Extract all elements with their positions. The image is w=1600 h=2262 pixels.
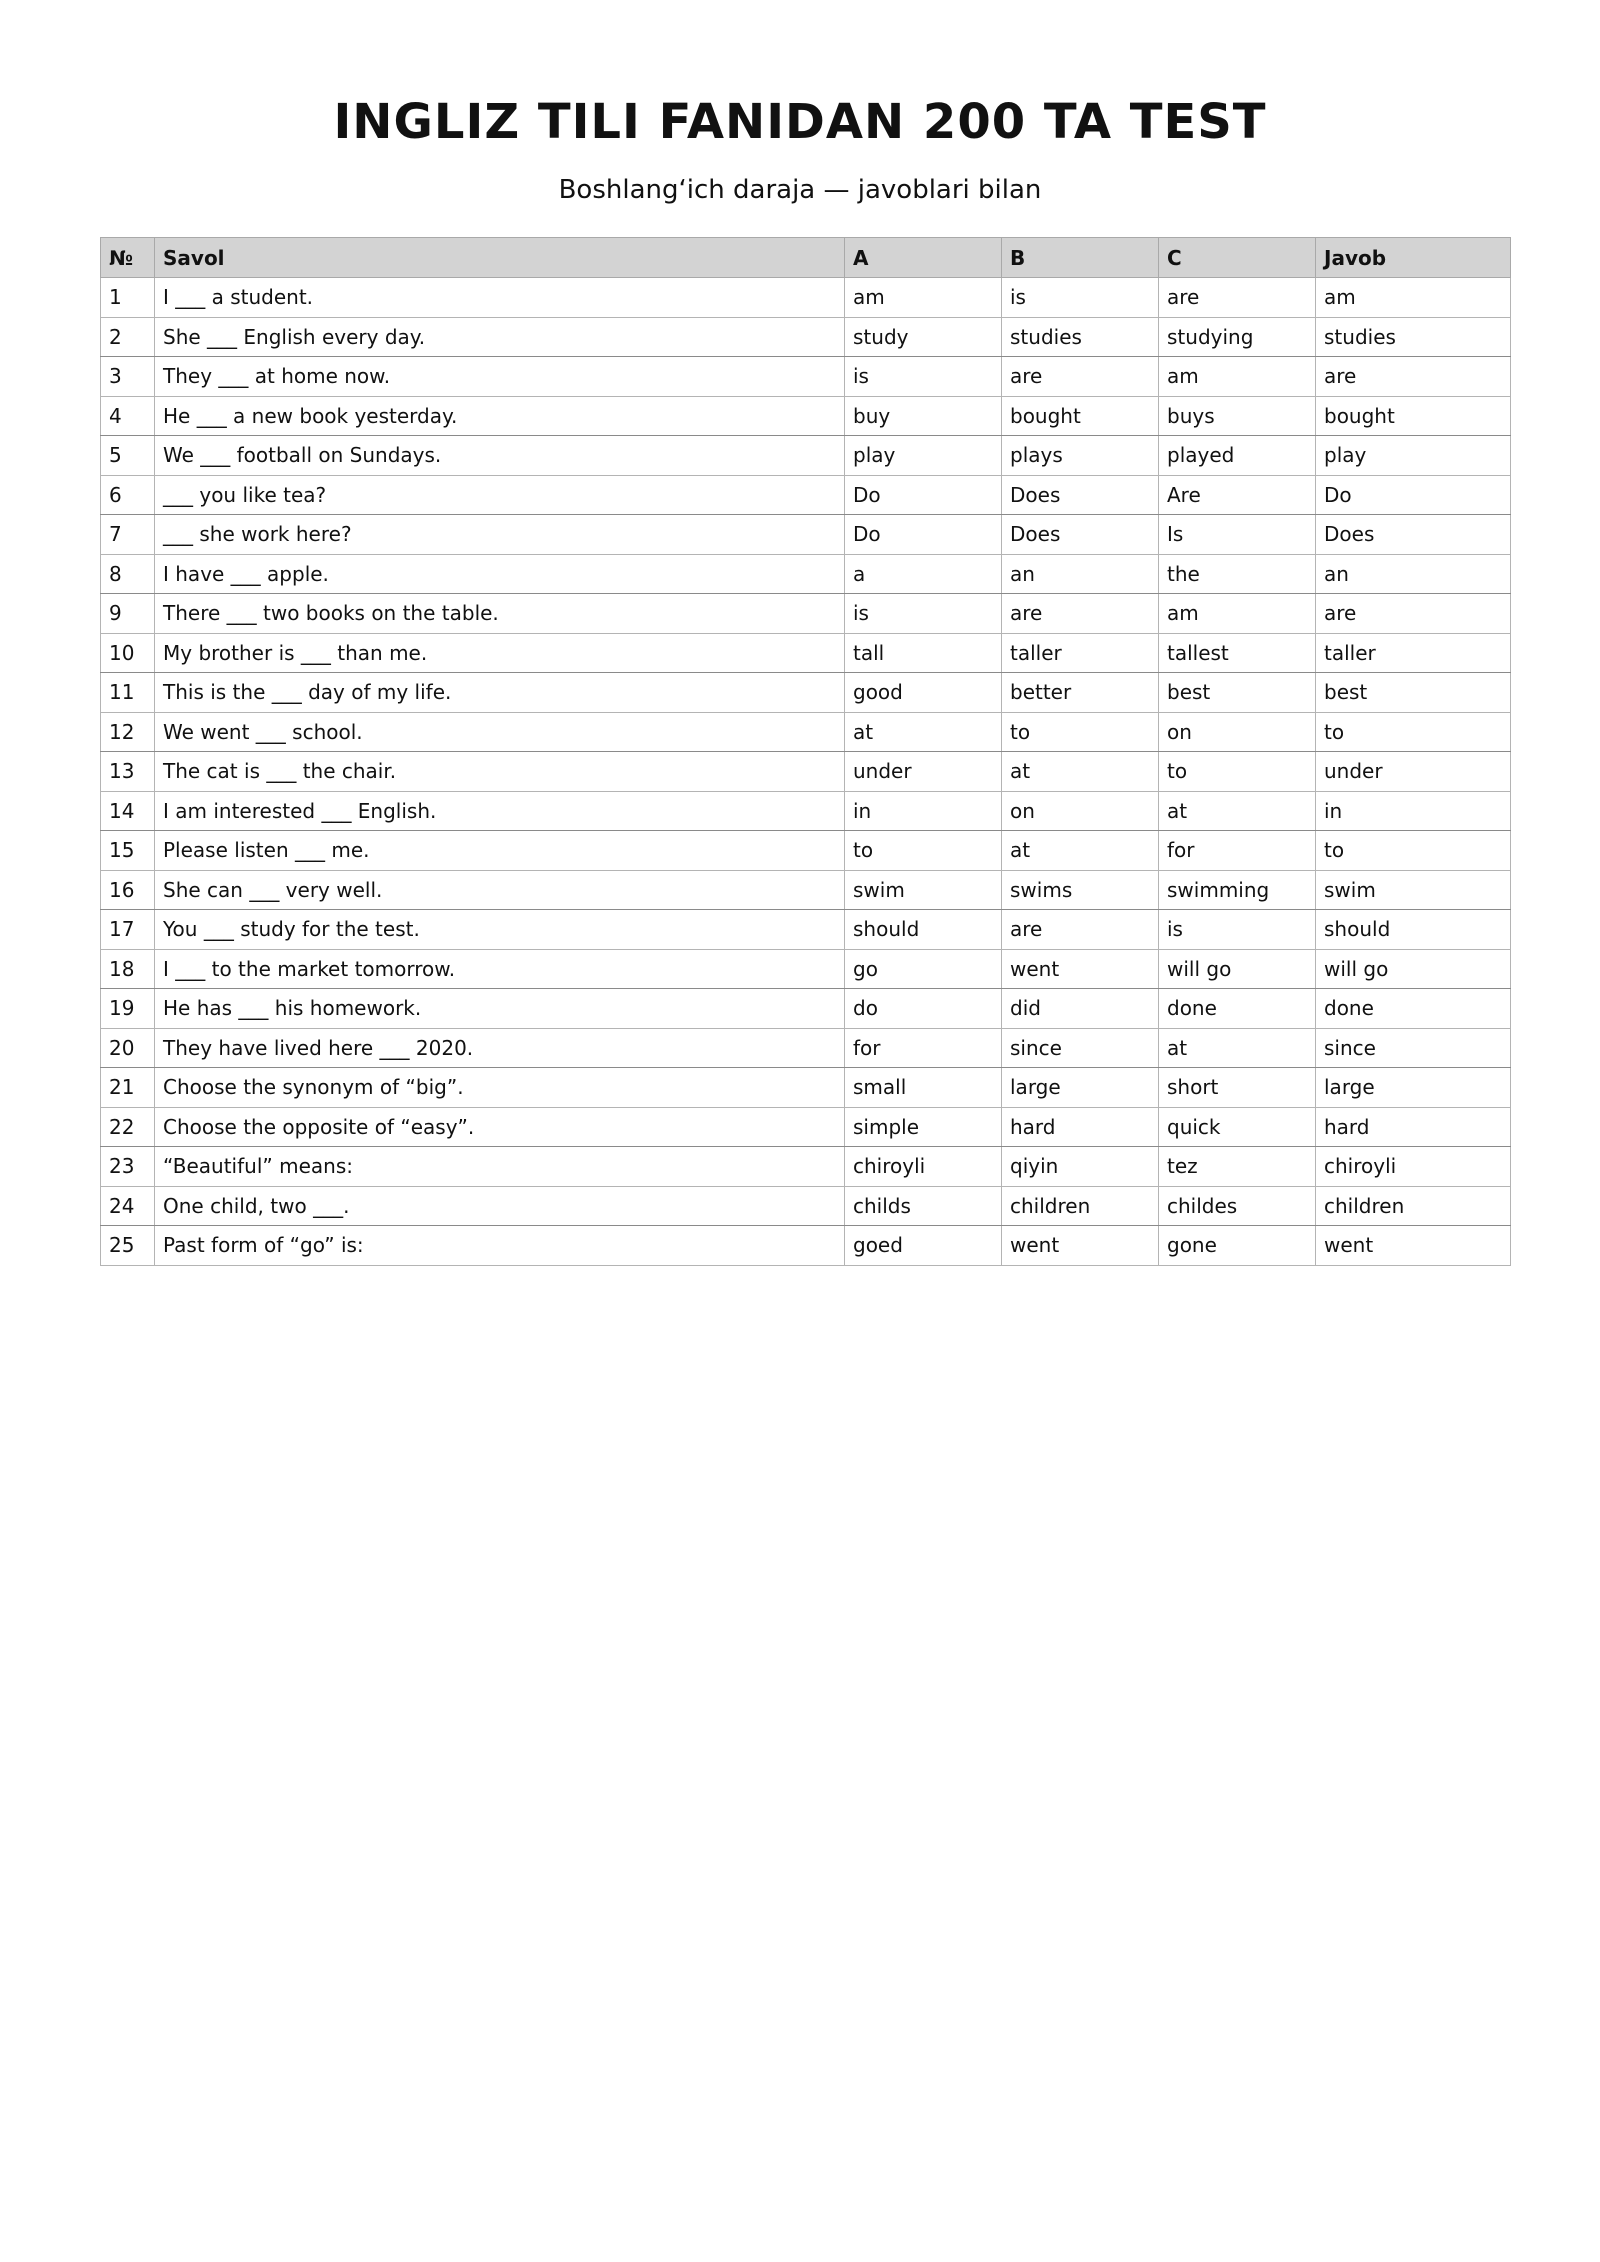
question-text: She ___ English every day. [155, 317, 845, 357]
question-number: 6 [101, 475, 155, 515]
answer: in [1316, 791, 1511, 831]
table-row [101, 475, 1511, 515]
question-text: “Beautiful” means: [155, 1147, 845, 1187]
question-text: One child, two ___. [155, 1186, 845, 1226]
quiz-table-body [101, 278, 1511, 1266]
table-row [101, 712, 1511, 752]
option-b: is [1002, 278, 1159, 318]
table-row [101, 594, 1511, 634]
answer: studies [1316, 317, 1511, 357]
option-c: Is [1159, 515, 1316, 555]
answer: to [1316, 712, 1511, 752]
question-text: They have lived here ___ 2020. [155, 1028, 845, 1068]
question-text: Past form of “go” is: [155, 1226, 845, 1266]
question-number: 8 [101, 554, 155, 594]
table-row [101, 1186, 1511, 1226]
option-c: gone [1159, 1226, 1316, 1266]
table-row [101, 317, 1511, 357]
option-b: bought [1002, 396, 1159, 436]
question-text: The cat is ___ the chair. [155, 752, 845, 792]
option-a: go [845, 949, 1002, 989]
question-number: 3 [101, 357, 155, 397]
question-text: You ___ study for the test. [155, 910, 845, 950]
option-a: study [845, 317, 1002, 357]
option-c: short [1159, 1068, 1316, 1108]
option-a: swim [845, 870, 1002, 910]
answer: Do [1316, 475, 1511, 515]
table-row [101, 949, 1511, 989]
option-c: done [1159, 989, 1316, 1029]
question-number: 22 [101, 1107, 155, 1147]
answer: am [1316, 278, 1511, 318]
question-text: I ___ a student. [155, 278, 845, 318]
header-option-c: C [1159, 238, 1316, 278]
option-b: are [1002, 910, 1159, 950]
question-text: This is the ___ day of my life. [155, 673, 845, 713]
option-c: best [1159, 673, 1316, 713]
option-a: is [845, 357, 1002, 397]
option-a: small [845, 1068, 1002, 1108]
answer: large [1316, 1068, 1511, 1108]
question-text: My brother is ___ than me. [155, 633, 845, 673]
answer: will go [1316, 949, 1511, 989]
option-c: studying [1159, 317, 1316, 357]
question-number: 4 [101, 396, 155, 436]
option-b: an [1002, 554, 1159, 594]
question-text: There ___ two books on the table. [155, 594, 845, 634]
option-b: better [1002, 673, 1159, 713]
table-row [101, 989, 1511, 1029]
table-row [101, 1107, 1511, 1147]
option-b: to [1002, 712, 1159, 752]
header-number: № [101, 238, 155, 278]
question-text: I ___ to the market tomorrow. [155, 949, 845, 989]
question-number: 2 [101, 317, 155, 357]
header-answer: Javob [1316, 238, 1511, 278]
table-row [101, 515, 1511, 555]
option-b: did [1002, 989, 1159, 1029]
option-b: studies [1002, 317, 1159, 357]
option-b: qiyin [1002, 1147, 1159, 1187]
question-text: He has ___ his homework. [155, 989, 845, 1029]
option-c: am [1159, 357, 1316, 397]
question-number: 5 [101, 436, 155, 476]
question-number: 15 [101, 831, 155, 871]
table-row [101, 554, 1511, 594]
option-c: will go [1159, 949, 1316, 989]
question-number: 13 [101, 752, 155, 792]
question-number: 9 [101, 594, 155, 634]
answer: should [1316, 910, 1511, 950]
option-a: to [845, 831, 1002, 871]
table-row [101, 1226, 1511, 1266]
option-c: quick [1159, 1107, 1316, 1147]
answer: went [1316, 1226, 1511, 1266]
question-text: Please listen ___ me. [155, 831, 845, 871]
option-c: to [1159, 752, 1316, 792]
option-c: for [1159, 831, 1316, 871]
option-b: are [1002, 594, 1159, 634]
question-text: We went ___ school. [155, 712, 845, 752]
question-text: Choose the synonym of “big”. [155, 1068, 845, 1108]
option-c: tallest [1159, 633, 1316, 673]
question-number: 14 [101, 791, 155, 831]
option-a: a [845, 554, 1002, 594]
answer: chiroyli [1316, 1147, 1511, 1187]
option-a: Do [845, 475, 1002, 515]
question-number: 11 [101, 673, 155, 713]
header-option-b: B [1002, 238, 1159, 278]
answer: an [1316, 554, 1511, 594]
option-b: went [1002, 1226, 1159, 1266]
table-row [101, 673, 1511, 713]
question-number: 1 [101, 278, 155, 318]
option-c: tez [1159, 1147, 1316, 1187]
option-a: simple [845, 1107, 1002, 1147]
option-b: at [1002, 831, 1159, 871]
question-number: 20 [101, 1028, 155, 1068]
answer: are [1316, 357, 1511, 397]
option-c: buys [1159, 396, 1316, 436]
table-row [101, 831, 1511, 871]
option-b: at [1002, 752, 1159, 792]
option-c: am [1159, 594, 1316, 634]
option-a: buy [845, 396, 1002, 436]
option-c: is [1159, 910, 1316, 950]
header-question: Savol [155, 238, 845, 278]
quiz-table-header [101, 238, 1511, 278]
question-number: 7 [101, 515, 155, 555]
option-b: taller [1002, 633, 1159, 673]
option-c: childes [1159, 1186, 1316, 1226]
answer: bought [1316, 396, 1511, 436]
question-number: 17 [101, 910, 155, 950]
option-c: the [1159, 554, 1316, 594]
question-text: They ___ at home now. [155, 357, 845, 397]
question-number: 10 [101, 633, 155, 673]
option-c: played [1159, 436, 1316, 476]
answer: under [1316, 752, 1511, 792]
question-number: 16 [101, 870, 155, 910]
option-b: large [1002, 1068, 1159, 1108]
question-text: ___ she work here? [155, 515, 845, 555]
option-a: play [845, 436, 1002, 476]
table-row [101, 1028, 1511, 1068]
document-subtitle: Boshlang‘ich daraja — javoblari bilan [558, 175, 1042, 205]
question-text: He ___ a new book yesterday. [155, 396, 845, 436]
question-number: 12 [101, 712, 155, 752]
table-row [101, 752, 1511, 792]
option-b: swims [1002, 870, 1159, 910]
table-row [101, 1147, 1511, 1187]
option-a: goed [845, 1226, 1002, 1266]
table-row [101, 633, 1511, 673]
option-c: at [1159, 1028, 1316, 1068]
option-a: should [845, 910, 1002, 950]
option-a: chiroyli [845, 1147, 1002, 1187]
question-number: 25 [101, 1226, 155, 1266]
option-c: at [1159, 791, 1316, 831]
question-text: Choose the opposite of “easy”. [155, 1107, 845, 1147]
option-c: are [1159, 278, 1316, 318]
table-row [101, 870, 1511, 910]
answer: done [1316, 989, 1511, 1029]
option-a: under [845, 752, 1002, 792]
option-b: hard [1002, 1107, 1159, 1147]
option-b: on [1002, 791, 1159, 831]
option-b: Does [1002, 515, 1159, 555]
question-text: She can ___ very well. [155, 870, 845, 910]
answer: best [1316, 673, 1511, 713]
question-number: 21 [101, 1068, 155, 1108]
header-row [101, 238, 1511, 278]
option-a: Do [845, 515, 1002, 555]
header-option-a: A [845, 238, 1002, 278]
option-a: tall [845, 633, 1002, 673]
option-b: plays [1002, 436, 1159, 476]
option-a: good [845, 673, 1002, 713]
question-number: 24 [101, 1186, 155, 1226]
table-row [101, 1068, 1511, 1108]
option-b: went [1002, 949, 1159, 989]
answer: swim [1316, 870, 1511, 910]
answer: are [1316, 594, 1511, 634]
option-c: on [1159, 712, 1316, 752]
option-a: in [845, 791, 1002, 831]
question-number: 18 [101, 949, 155, 989]
table-row [101, 278, 1511, 318]
table-row [101, 436, 1511, 476]
option-a: am [845, 278, 1002, 318]
question-number: 23 [101, 1147, 155, 1187]
option-a: is [845, 594, 1002, 634]
document-title: INGLIZ TILI FANIDAN 200 TA TEST [333, 94, 1267, 150]
quiz-table [100, 237, 1511, 1266]
table-row [101, 396, 1511, 436]
answer: taller [1316, 633, 1511, 673]
answer: Does [1316, 515, 1511, 555]
option-b: Does [1002, 475, 1159, 515]
option-b: are [1002, 357, 1159, 397]
option-a: for [845, 1028, 1002, 1068]
option-a: at [845, 712, 1002, 752]
option-b: since [1002, 1028, 1159, 1068]
question-text: I have ___ apple. [155, 554, 845, 594]
question-text: I am interested ___ English. [155, 791, 845, 831]
answer: since [1316, 1028, 1511, 1068]
answer: children [1316, 1186, 1511, 1226]
answer: play [1316, 436, 1511, 476]
option-b: children [1002, 1186, 1159, 1226]
option-c: swimming [1159, 870, 1316, 910]
option-a: do [845, 989, 1002, 1029]
table-row [101, 910, 1511, 950]
option-c: Are [1159, 475, 1316, 515]
answer: hard [1316, 1107, 1511, 1147]
option-a: childs [845, 1186, 1002, 1226]
question-number: 19 [101, 989, 155, 1029]
question-text: We ___ football on Sundays. [155, 436, 845, 476]
table-row [101, 357, 1511, 397]
question-text: ___ you like tea? [155, 475, 845, 515]
answer: to [1316, 831, 1511, 871]
table-row [101, 791, 1511, 831]
